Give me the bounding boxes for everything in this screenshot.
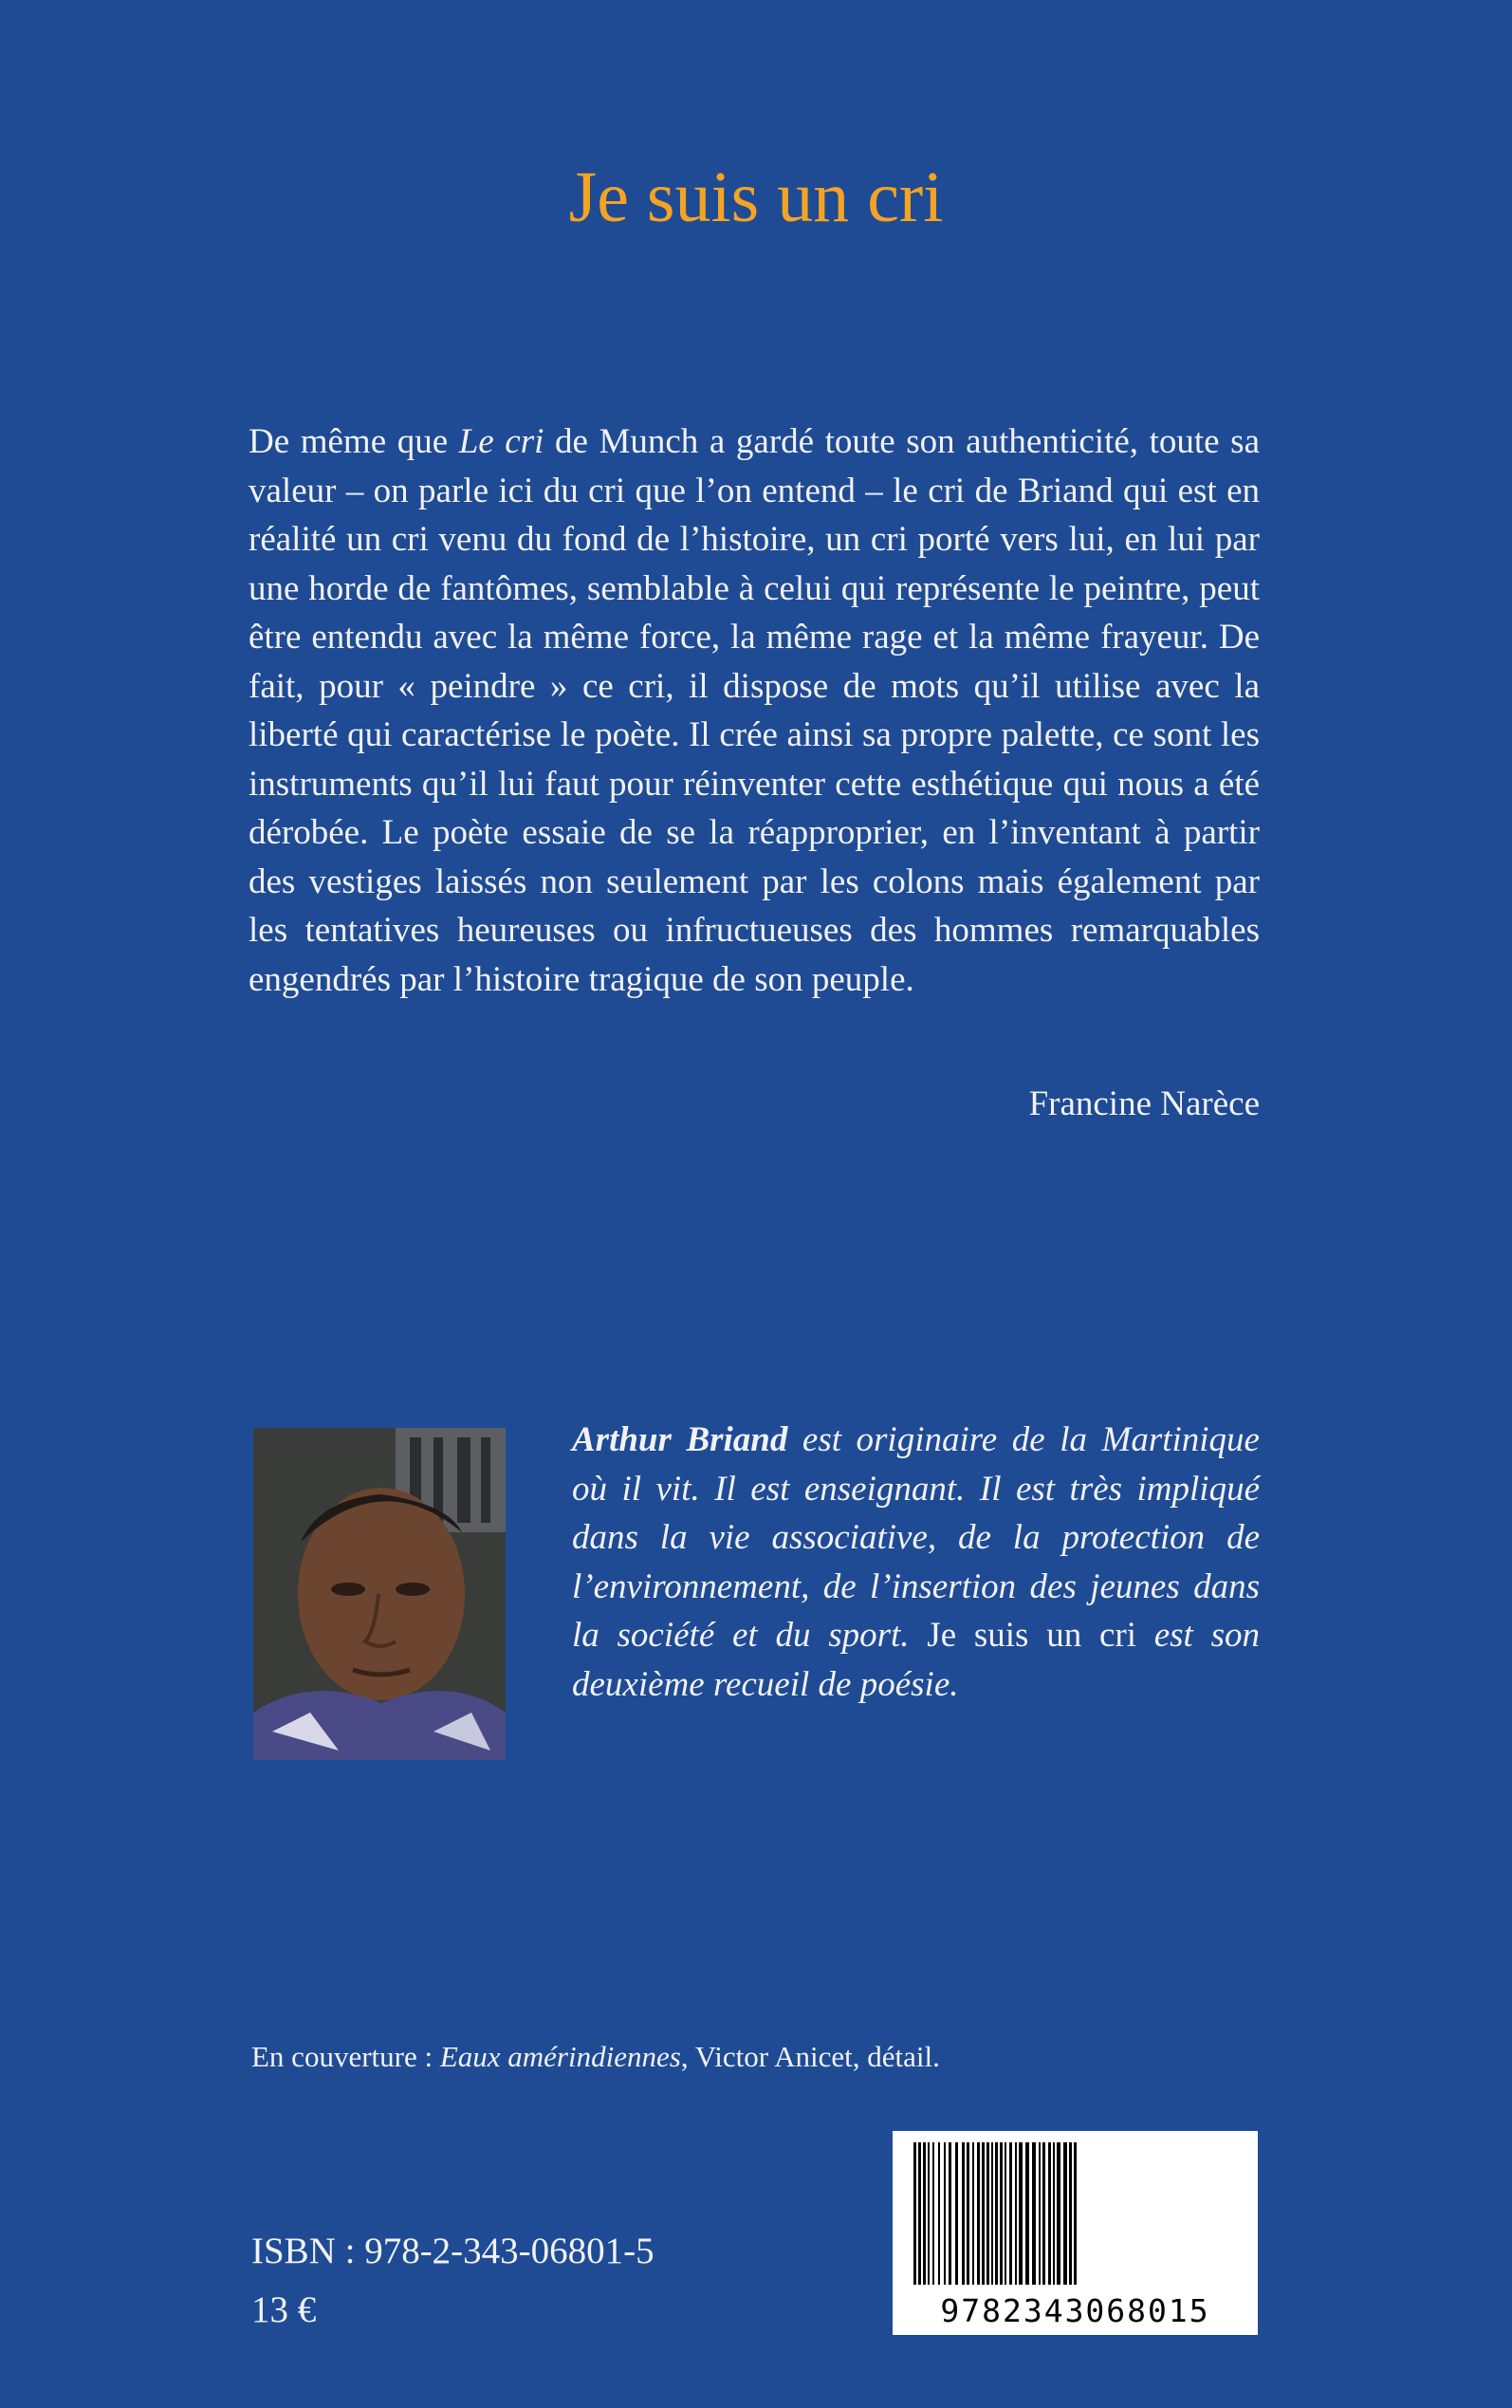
barcode-bar bbox=[923, 2142, 926, 2285]
barcode-bar bbox=[972, 2142, 974, 2285]
barcode-bar bbox=[1057, 2142, 1060, 2285]
barcode-bar bbox=[995, 2142, 998, 2285]
barcode-bar bbox=[938, 2142, 940, 2285]
barcode-bar bbox=[949, 2142, 951, 2285]
author-bio-book-title: Je suis un cri bbox=[927, 1616, 1136, 1655]
author-portrait-image bbox=[253, 1428, 506, 1760]
barcode-bar bbox=[1000, 2142, 1003, 2285]
isbn-text: ISBN : 978-2-343-06801-5 bbox=[251, 2231, 655, 2271]
cover-credit-prefix: En couverture : bbox=[251, 2040, 440, 2073]
barcode-bar bbox=[1048, 2142, 1051, 2285]
author-name: Arthur Briand bbox=[572, 1420, 788, 1459]
barcode-bar bbox=[986, 2142, 989, 2285]
barcode-bar bbox=[1019, 2142, 1023, 2285]
barcode-bar bbox=[967, 2142, 969, 2285]
barcode-bar bbox=[1053, 2142, 1055, 2285]
barcode-bar bbox=[977, 2142, 980, 2285]
barcode-digits: 9782343068015 bbox=[940, 2292, 1210, 2329]
barcode-bar bbox=[932, 2142, 934, 2285]
barcode-bar bbox=[1015, 2142, 1017, 2285]
cover-credit bbox=[251, 2040, 940, 2074]
blurb-text-body: de Munch a gardé toute son authenticité, toute sa valeur – on parle ici du cri que l’on entend – le cri de Briand qui est en réalité un cri venu du fond de l’histoire, un cri porté vers lui, en lui par une horde de fantômes, semblable à celui qui représente le peintre, peut être entendu avec la même force, la même rage et la même frayeur. De fait, pour « peindre » ce cri, il dispose de mots qu’il utilise avec la liberté qui caractérise le poète. Il crée ainsi sa propre palette, ce sont les instruments qu’il lui faut pour réinventer cette esthétique qui nous a été dérobée. Le poète essaie de se la réapproprier, en l’inventant à partir des vestiges laissés non seulement par les colons mais également par les tentatives heureuses ou infructueuses des hommes remarquables engendrés par l’histoire tragique de son peuple. bbox=[249, 422, 1260, 999]
barcode-bar bbox=[955, 2142, 958, 2285]
barcode-bar bbox=[928, 2142, 930, 2285]
barcode-bar bbox=[1039, 2142, 1041, 2285]
barcode-bar bbox=[1069, 2142, 1072, 2285]
barcode-bar bbox=[1063, 2142, 1067, 2285]
barcode-bar bbox=[913, 2142, 916, 2285]
book-title: Je suis un cri bbox=[568, 157, 944, 237]
author-bio bbox=[572, 1416, 1260, 1709]
barcode-bar bbox=[918, 2142, 921, 2285]
barcode-bar bbox=[982, 2142, 985, 2285]
barcode-bar bbox=[1025, 2142, 1029, 2285]
author-bio-text-end: est son deuxième recueil de poésie. bbox=[572, 1616, 1260, 1704]
author-bio-text: est originaire de la Martinique où il vit. Il est enseignant. Il est très impliqué dans la vie associative, de la protection de l’environnement, de l’insertion des jeunes dans la société et du sport. bbox=[572, 1420, 1260, 1655]
barcode-bar bbox=[1042, 2142, 1045, 2285]
blurb-signature: Francine Narèce bbox=[1028, 1084, 1260, 1123]
barcode-bar bbox=[991, 2142, 993, 2285]
back-cover-blurb bbox=[249, 417, 1260, 1004]
barcode-bar bbox=[1074, 2142, 1077, 2285]
blurb-text-start: De même que bbox=[249, 422, 459, 461]
cover-credit-suffix: , Victor Anicet, détail. bbox=[680, 2040, 940, 2073]
author-photo bbox=[253, 1428, 506, 1760]
price-text: 13 € bbox=[251, 2289, 317, 2330]
barcode-bar bbox=[944, 2142, 946, 2285]
barcode-bar bbox=[962, 2142, 965, 2285]
barcode-bar bbox=[1005, 2142, 1006, 2285]
cover-credit-work: Eaux amérindiennes bbox=[439, 2040, 681, 2073]
barcode-bar bbox=[1009, 2142, 1012, 2285]
isbn-barcode bbox=[893, 2131, 1258, 2335]
blurb-italic-title: Le cri bbox=[458, 422, 544, 461]
barcode-bar bbox=[1032, 2142, 1036, 2285]
